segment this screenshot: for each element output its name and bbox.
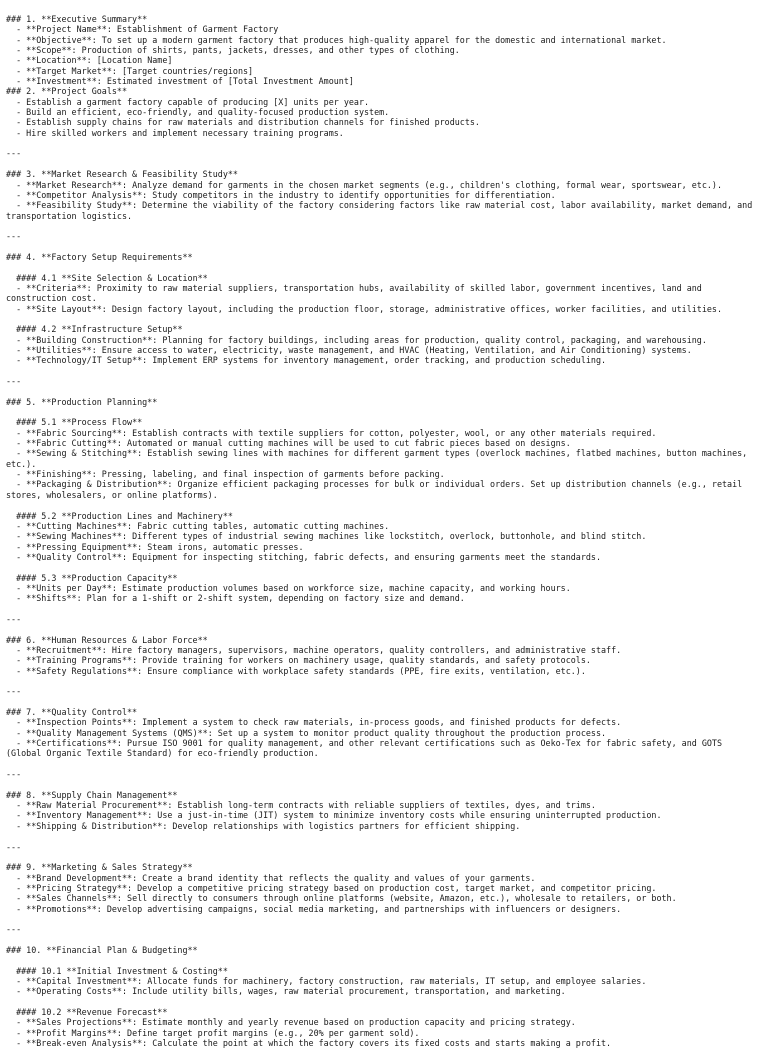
list-item: - **Investment**: Estimated investment of [Total Investment Amount] — [6, 76, 354, 87]
subsection-heading: #### 4.2 **Infrastructure Setup** — [6, 324, 183, 335]
list-item: - **Fabric Cutting**: Automated or manual cutting machines will be used to cut fabric pieces based on designs. — [6, 438, 571, 449]
blank-line — [6, 676, 754, 686]
list-item: - **Cutting Machines**: Fabric cutting tables, automatic cutting machines. — [6, 520, 390, 531]
list-item: - **Break-even Analysis**: Calculate the point at which the factory covers its fixed costs and starts making a profit. — [6, 1038, 612, 1048]
blank-line — [6, 159, 754, 169]
list-item: - **Location**: [Location Name] — [6, 55, 173, 66]
list-item: - **Building Construction**: Planning for factory buildings, including areas for production, quality control, packaging, and warehousing. — [6, 334, 707, 345]
list-item: - **Feasibility Study**: Determine the viability of the factory considering factors like raw material cost, labor availability, market demand, and transportation logistics. — [6, 200, 758, 221]
list-item: - Hire skilled workers and implement necessary training programs. — [6, 127, 344, 138]
horizontal-rule: --- — [6, 376, 22, 387]
list-item: - **Pressing Equipment**: Steam irons, automatic presses. — [6, 541, 304, 552]
subsection-heading: #### 5.1 **Process Flow** — [6, 417, 143, 428]
blank-line — [6, 562, 754, 572]
blank-line — [6, 852, 754, 862]
subsection-heading: #### 5.2 **Production Lines and Machinery** — [6, 510, 233, 521]
list-item: - **Quality Management Systems (QMS)**: Set up a system to monitor product quality throughout the production process. — [6, 727, 607, 738]
list-item: - Build an efficient, eco-friendly, and quality-focused production system. — [6, 107, 390, 118]
section-heading: ### 3. **Market Research & Feasibility Study** — [6, 169, 238, 180]
blank-line — [6, 831, 754, 841]
blank-line — [6, 500, 754, 510]
blank-line — [6, 914, 754, 924]
horizontal-rule: --- — [6, 841, 22, 852]
list-item: - **Inspection Points**: Implement a system to check raw materials, in-process goods, and finished products for defects. — [6, 717, 622, 728]
blank-line — [6, 386, 754, 396]
list-item: - **Promotions**: Develop advertising campaigns, social media marketing, and partnerships with influencers or designers. — [6, 903, 622, 914]
list-item: - Establish supply chains for raw materials and distribution channels for finished products. — [6, 117, 480, 128]
section-heading: ### 4. **Factory Setup Requirements** — [6, 251, 193, 262]
list-item: - **Capital Investment**: Allocate funds for machinery, factory construction, raw materials, IT setup, and employee salaries. — [6, 975, 647, 986]
list-item: - **Objective**: To set up a modern garment factory that produces high-quality apparel for the domestic and international market. — [6, 34, 667, 45]
list-item: - **Units per Day**: Estimate production volumes based on workforce size, machine capacity, and working hours. — [6, 582, 571, 593]
list-item: - **Fabric Sourcing**: Establish contracts with textile suppliers for cotton, polyester, wool, or any other materials required. — [6, 427, 657, 438]
list-item: - **Sales Projections**: Estimate monthly and yearly revenue based on production capacity and pricing strategy. — [6, 1017, 576, 1028]
list-item: - **Sewing & Stitching**: Establish sewing lines with machines for different garment types (overlock machines, flatbed machines, button machines, etc.). — [6, 448, 753, 469]
list-item: - **Technology/IT Setup**: Implement ERP systems for inventory management, order tracking, and production scheduling. — [6, 355, 607, 366]
blank-line — [6, 779, 754, 789]
blank-line — [6, 407, 754, 417]
blank-line — [6, 759, 754, 769]
blank-line — [6, 366, 754, 376]
horizontal-rule: --- — [6, 613, 22, 624]
horizontal-rule: --- — [6, 769, 22, 780]
horizontal-rule: --- — [6, 686, 22, 697]
blank-line — [6, 314, 754, 324]
list-item: - **Criteria**: Proximity to raw material suppliers, transportation hubs, availability of skilled labor, government incentives, land and construction cost. — [6, 282, 707, 304]
section-heading: ### 5. **Production Planning** — [6, 396, 158, 407]
blank-line — [6, 697, 754, 707]
subsection-heading: #### 10.1 **Initial Investment & Costing** — [6, 965, 228, 976]
subsection-heading: #### 10.2 **Revenue Forecast** — [6, 1007, 168, 1017]
list-item: - **Scope**: Production of shirts, pants, jackets, dresses, and other types of clothing. — [6, 45, 460, 56]
list-item: - **Operating Costs**: Include utility bills, wages, raw material procurement, transportation, and marketing. — [6, 986, 566, 997]
list-item: - **Training Programs**: Provide training for workers on machinery usage, quality standards, and safety protocols. — [6, 655, 591, 666]
section-heading: ### 7. **Quality Control** — [6, 707, 138, 718]
list-item: - **Finishing**: Pressing, labeling, and final inspection of garments before packing. — [6, 469, 445, 480]
list-item: - **Utilities**: Ensure access to water, electricity, waste management, and HVAC (Heating, Ventilation, and Air Conditioning) systems. — [6, 345, 692, 355]
subsection-heading: #### 4.1 **Site Selection & Location** — [6, 272, 208, 283]
list-item: - **Packaging & Distribution**: Organize efficient packaging processes for bulk or individual orders. Set up distribution channels (e.g., retail stores, wholesalers, or online platforms). — [6, 479, 748, 500]
section-heading: ### 9. **Marketing & Sales Strategy** — [6, 862, 193, 873]
list-item: - **Sewing Machines**: Different types of industrial sewing machines like lockstitch, overlock, buttonhole, and blind stitch. — [6, 531, 647, 542]
horizontal-rule: --- — [6, 148, 22, 159]
list-item: - **Target Market**: [Target countries/regions] — [6, 65, 254, 76]
list-item: - **Shifts**: Plan for a 1-shift or 2-shift system, depending on factory size and demand. — [6, 593, 465, 604]
list-item: - **Safety Regulations**: Ensure compliance with workplace safety standards (PPE, fire exits, ventilation, etc.). — [6, 665, 586, 676]
blank-line — [6, 242, 754, 252]
horizontal-rule: --- — [6, 231, 22, 242]
list-item: - **Brand Development**: Create a brand identity that reflects the quality and values of your garments. — [6, 872, 536, 883]
blank-line — [6, 624, 754, 634]
section-heading: ### 6. **Human Resources & Labor Force** — [6, 634, 208, 645]
blank-line — [6, 138, 754, 148]
list-item: - **Site Layout**: Design factory layout, including the production floor, storage, administrative offices, worker facilities, and utilities. — [6, 303, 722, 314]
subsection-heading: #### 5.3 **Production Capacity** — [6, 572, 178, 583]
list-item: - **Shipping & Distribution**: Develop relationships with logistics partners for efficient shipping. — [6, 820, 521, 831]
blank-line — [6, 262, 754, 272]
section-heading: ### 1. **Executive Summary** — [6, 14, 148, 24]
list-item: - **Sales Channels**: Sell directly to consumers through online platforms (website, Amazon, etc.), wholesale to retailers, or both. — [6, 893, 677, 904]
blank-line — [6, 935, 754, 945]
blank-line — [6, 221, 754, 231]
list-item: - **Profit Margins**: Define target profit margins (e.g., 20% per garment sold). — [6, 1027, 420, 1038]
blank-line — [6, 955, 754, 965]
list-item: - **Quality Control**: Equipment for inspecting stitching, fabric defects, and ensuring garments meet the standards. — [6, 551, 601, 562]
list-item: - **Project Name**: Establishment of Garment Factory — [6, 24, 279, 35]
horizontal-rule: --- — [6, 924, 22, 935]
section-heading: ### 8. **Supply Chain Management** — [6, 789, 178, 800]
list-item: - **Pricing Strategy**: Develop a competitive pricing strategy based on production cost, target market, and competitor pricing. — [6, 882, 657, 893]
list-item: - **Competitor Analysis**: Study competitors in the industry to identify opportunities for differentiation. — [6, 189, 556, 200]
blank-line — [6, 604, 754, 614]
blank-line — [6, 997, 754, 1007]
list-item: - **Raw Material Procurement**: Establish long-term contracts with reliable suppliers of textiles, dyes, and trims. — [6, 800, 596, 811]
list-item: - **Recruitment**: Hire factory managers, supervisors, machine operators, quality controllers, and administrative staff. — [6, 644, 622, 655]
list-item: - Establish a garment factory capable of producing [X] units per year. — [6, 96, 370, 107]
section-heading: ### 10. **Financial Plan & Budgeting** — [6, 944, 198, 955]
list-item: - **Market Research**: Analyze demand for garments in the chosen market segments (e.g., children's clothing, formal wear, sportswear, etc.). — [6, 179, 722, 190]
section-heading: ### 2. **Project Goals** — [6, 86, 128, 97]
list-item: - **Inventory Management**: Use a just-in-time (JIT) system to minimize inventory costs while ensuring uninterrupted production. — [6, 810, 662, 821]
list-item: - **Certifications**: Pursue ISO 9001 for quality management, and other relevant certifications such as Oeko-Tex for fabric safety, and GOTS (Global Organic Textile Standard) for eco-friendly production. — [6, 738, 728, 759]
